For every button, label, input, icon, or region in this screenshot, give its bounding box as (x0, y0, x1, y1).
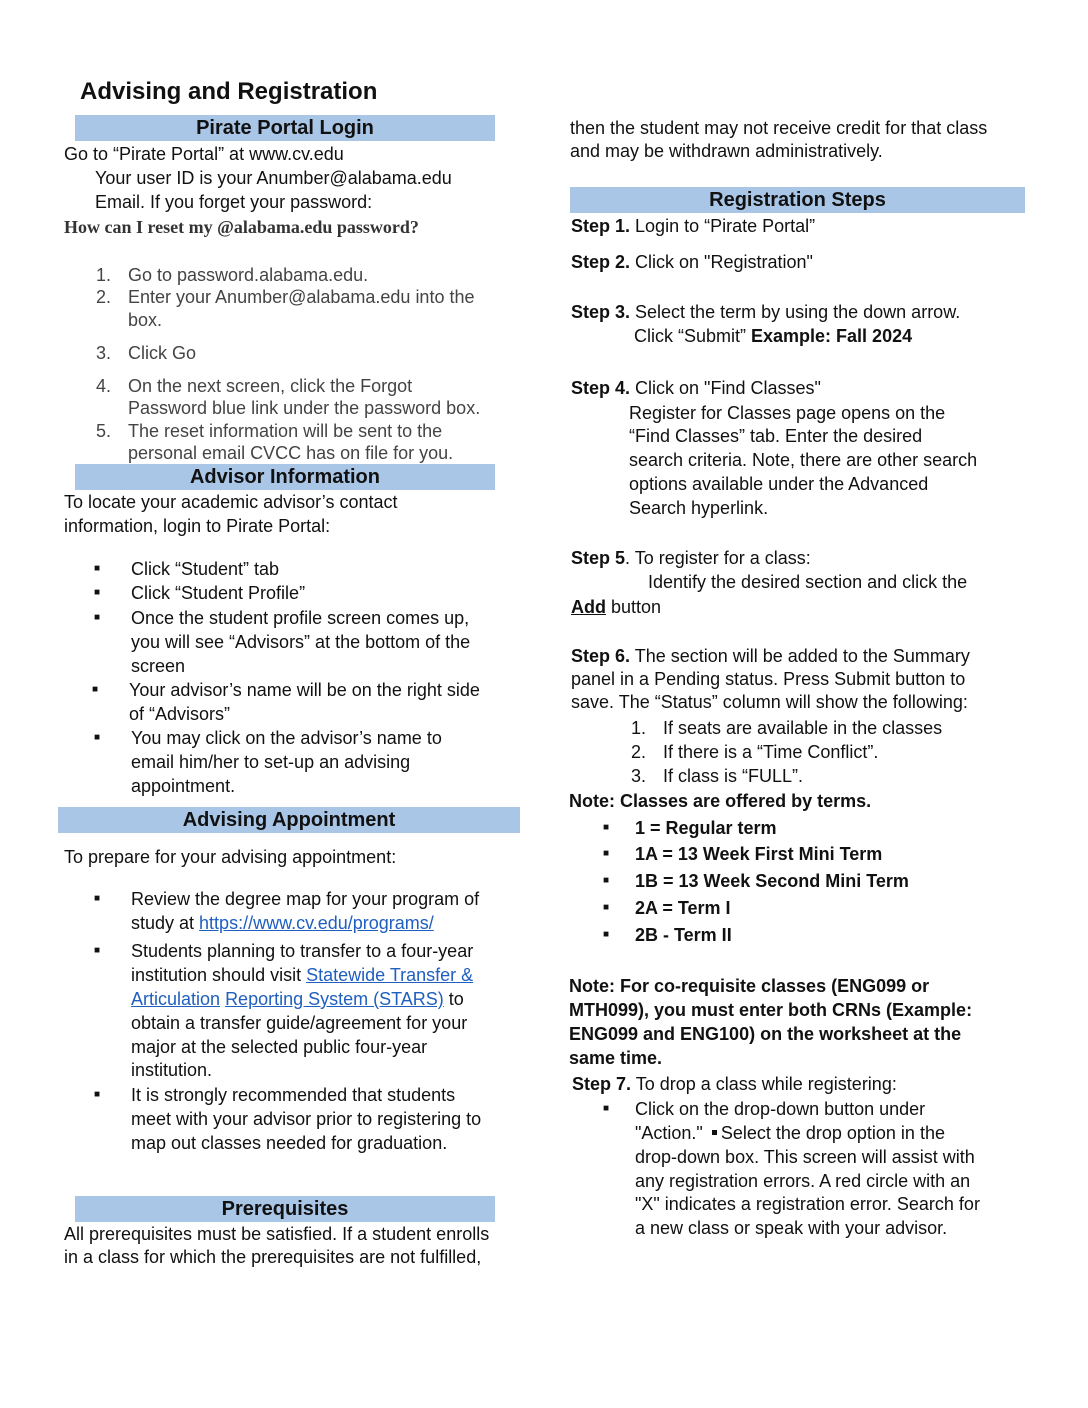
reset-step-text: Click Go (128, 343, 197, 363)
term-example: Example: Fall 2024 (751, 326, 913, 346)
advisor-bullet-text: screen (131, 656, 186, 676)
coreq-note: MTH099), you must enter both CRNs (Example: (569, 1000, 973, 1020)
step-4 (571, 376, 821, 400)
appointment-bullet-text: Students planning to transfer to a four-year (131, 941, 474, 961)
portal-line-3: Email. If you forget your password: (95, 192, 373, 212)
step-7 (572, 1072, 897, 1096)
appointment-bullet-text: Review the degree map for your program of (131, 889, 480, 909)
programs-link[interactable]: https://www.cv.edu/programs/ (199, 913, 434, 933)
bullet-icon: ■ (603, 1103, 610, 1114)
reset-step-number: 2. (96, 287, 112, 307)
step-text: Login to “Pirate Portal” (630, 216, 816, 236)
advisor-bullet-text: Click “Student” tab (131, 559, 280, 579)
stars-link[interactable]: Reporting System (STARS) (225, 989, 444, 1009)
term-item: 2B - Term II (635, 925, 732, 945)
appointment-bullet-text: institution. (131, 1060, 213, 1080)
status-text: If seats are available in the classes (663, 718, 943, 738)
step-text: Click “Submit” (634, 326, 752, 346)
appointment-bullet-text (131, 963, 473, 987)
text-segment: institution should visit (131, 965, 307, 985)
page-title: Advising and Registration (80, 78, 378, 105)
step-text: Select the term by using the down arrow. (630, 302, 961, 322)
advisor-bullet-text: Your advisor’s name will be on the right side (129, 680, 480, 700)
step-label: Step 5 (571, 548, 626, 568)
bullet-icon: ■ (603, 929, 610, 940)
step-text: The section will be added to the Summary (630, 646, 970, 666)
step-text: Select the drop option in the (720, 1123, 945, 1143)
step-label: Step 4. (571, 378, 631, 398)
term-item: 1A = 13 Week First Mini Term (635, 844, 883, 864)
bullet-icon: ■ (94, 563, 101, 574)
advisor-bullet-text: email him/her to set-up an advising (131, 752, 411, 772)
advisor-bullet-text: you will see “Advisors” at the bottom of the (131, 632, 471, 652)
prerequisites-text: in a class for which the prerequisites are not fulfilled, (64, 1247, 482, 1267)
reset-step-number: 4. (96, 376, 112, 396)
section-heading-prerequisites: Prerequisites (75, 1196, 495, 1222)
text-segment: study at (131, 913, 200, 933)
bullet-icon: ■ (603, 848, 610, 859)
status-text: If class is “FULL”. (663, 766, 804, 786)
step-6-detail: save. The “Status” column will show the following: (571, 692, 968, 712)
step-label: Step 7. (572, 1074, 632, 1094)
step-3 (571, 300, 960, 324)
step-4-detail: Register for Classes page opens on the (629, 403, 946, 423)
term-item: 1B = 13 Week Second Mini Term (635, 871, 909, 891)
bullet-icon: ■ (94, 612, 101, 623)
step-text: . To register for a class: (625, 548, 811, 568)
prerequisites-text: then the student may not receive credit for that class (570, 118, 988, 138)
step-3-line-2 (634, 324, 912, 348)
appointment-bullet-text (131, 911, 434, 935)
bullet-icon: ■ (92, 684, 99, 695)
step-6-detail: panel in a Pending status. Press Submit button to (571, 669, 966, 689)
step-label: Step 1. (571, 216, 631, 236)
step-5-detail: Identify the desired section and click the (648, 572, 968, 592)
step-4-detail: “Find Classes” tab. Enter the desired (629, 426, 923, 446)
term-item: 2A = Term I (635, 898, 731, 918)
bullet-icon: ■ (94, 893, 101, 904)
step-4-detail: Search hyperlink. (629, 498, 769, 518)
term-item: 1 = Regular term (635, 818, 777, 838)
step-7-detail: "X" indicates a registration error. Search for (635, 1194, 980, 1214)
reset-step-text: Enter your Anumber@alabama.edu into the (128, 287, 475, 307)
step-label: Step 2. (571, 252, 631, 272)
section-heading-pirate-portal: Pirate Portal Login (75, 115, 495, 141)
coreq-note: ENG099 and ENG100) on the worksheet at the (569, 1024, 962, 1044)
advisor-bullet-text: You may click on the advisor’s name to (131, 728, 442, 748)
prerequisites-text: All prerequisites must be satisfied. If a student enrolls (64, 1224, 490, 1244)
appointment-bullet-text (131, 987, 464, 1011)
reset-step-number: 3. (96, 343, 112, 363)
step-label: Step 6. (571, 646, 631, 666)
bullet-icon: ■ (94, 945, 101, 956)
reset-step-text: The reset information will be sent to the (128, 421, 443, 441)
bullet-icon: ■ (94, 732, 101, 743)
reset-step-text: personal email CVCC has on file for you. (128, 443, 454, 463)
status-number: 2. (631, 742, 647, 762)
step-text: Click on "Find Classes" (630, 378, 821, 398)
reset-step-text: On the next screen, click the Forgot (128, 376, 413, 396)
step-label: Step 3. (571, 302, 631, 322)
text-segment: to (443, 989, 464, 1009)
step-text: "Action." (635, 1123, 708, 1143)
advisor-bullet-text: of “Advisors” (129, 704, 231, 724)
appointment-intro: To prepare for your advising appointment: (64, 847, 397, 867)
advisor-intro: To locate your academic advisor’s contact (64, 492, 398, 512)
section-heading-advisor-information: Advisor Information (75, 464, 495, 490)
reset-question: How can I reset my @alabama.edu password? (64, 217, 419, 237)
bullet-icon: ■ (94, 1089, 101, 1100)
reset-step-number: 1. (96, 265, 112, 285)
step-1 (571, 214, 815, 238)
step-6 (571, 644, 970, 668)
portal-line-1: Go to “Pirate Portal” at www.cv.edu (64, 144, 344, 164)
prerequisites-text: and may be withdrawn administratively. (570, 141, 883, 161)
bullet-icon: ■ (603, 875, 610, 886)
add-button-label: Add (571, 597, 606, 617)
reset-step-number: 5. (96, 421, 112, 441)
terms-note: Note: Classes are offered by terms. (569, 791, 872, 811)
reset-step-text: box. (128, 310, 163, 330)
step-text: Click on "Registration" (630, 252, 813, 272)
step-7-detail: any registration errors. A red circle with an (635, 1171, 971, 1191)
portal-line-2: Your user ID is your Anumber@alabama.edu (95, 168, 452, 188)
status-number: 3. (631, 766, 647, 786)
step-5 (571, 546, 811, 570)
step-text: button (606, 597, 662, 617)
reset-step-text: Password blue link under the password box. (128, 398, 481, 418)
step-4-detail: search criteria. Note, there are other search (629, 450, 978, 470)
coreq-note: same time. (569, 1048, 663, 1068)
step-7-detail: drop-down box. This screen will assist with (635, 1147, 975, 1167)
status-number: 1. (631, 718, 647, 738)
appointment-bullet-text: major at the selected public four-year (131, 1037, 428, 1057)
advisor-bullet-text: Click “Student Profile” (131, 583, 306, 603)
bullet-icon: ■ (94, 587, 101, 598)
step-text: To drop a class while registering: (631, 1074, 897, 1094)
appointment-bullet-text: map out classes needed for graduation. (131, 1133, 448, 1153)
step-7-detail: a new class or speak with your advisor. (635, 1218, 948, 1238)
status-text: If there is a “Time Conflict”. (663, 742, 879, 762)
reset-step-text: Go to password.alabama.edu. (128, 265, 369, 285)
stars-link[interactable]: Statewide Transfer & (306, 965, 474, 985)
step-7-detail (635, 1121, 945, 1145)
section-heading-advising-appointment: Advising Appointment (58, 807, 520, 833)
bullet-icon: ■ (603, 822, 610, 833)
advisor-intro: information, login to Pirate Portal: (64, 516, 331, 536)
step-5-detail (571, 595, 661, 619)
bullet-icon (712, 1130, 717, 1135)
appointment-bullet-text: It is strongly recommended that students (131, 1085, 456, 1105)
bullet-icon: ■ (603, 902, 610, 913)
appointment-bullet-text: obtain a transfer guide/agreement for your (131, 1013, 468, 1033)
advisor-bullet-text: Once the student profile screen comes up, (131, 608, 470, 628)
stars-link[interactable]: Articulation (131, 989, 221, 1009)
advisor-bullet-text: appointment. (131, 776, 236, 796)
step-2 (571, 250, 813, 274)
step-7-detail: Click on the drop-down button under (635, 1099, 926, 1119)
section-heading-registration-steps: Registration Steps (570, 187, 1025, 213)
step-4-detail: options available under the Advanced (629, 474, 929, 494)
coreq-note: Note: For co-requisite classes (ENG099 or (569, 976, 930, 996)
appointment-bullet-text: meet with your advisor prior to registering to (131, 1109, 482, 1129)
